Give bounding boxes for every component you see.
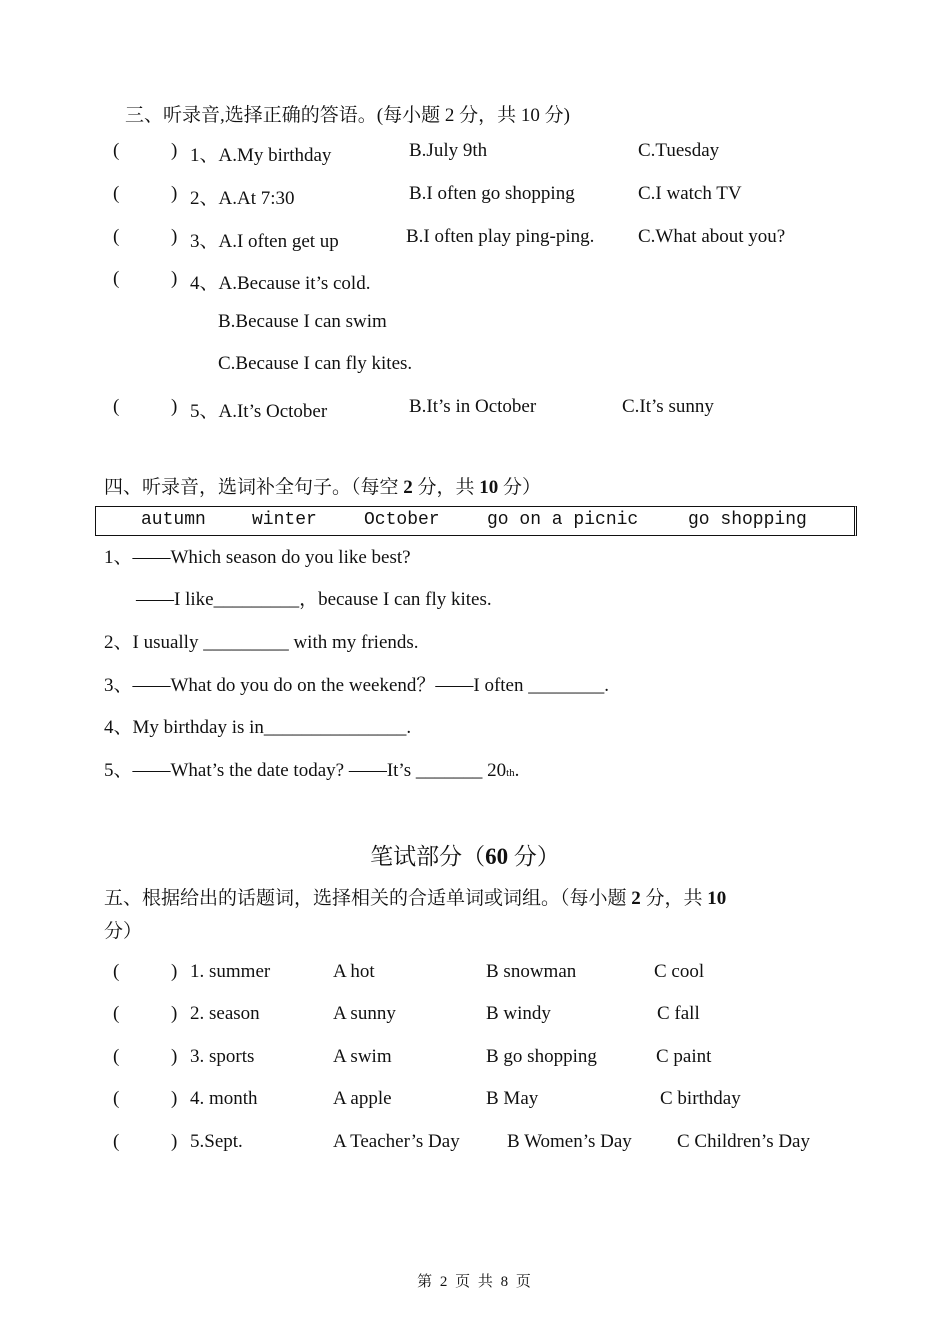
option-c: C birthday xyxy=(660,1088,741,1109)
answer-open-paren: ( xyxy=(113,961,120,982)
option-b: B.It’s in October xyxy=(409,396,537,417)
option-b: B windy xyxy=(486,1003,551,1024)
option-a: 1、A.My birthday xyxy=(190,145,332,166)
fill-line: 2、I usually _________ with my friends. xyxy=(104,632,419,653)
answer-close-paren: ) xyxy=(171,226,178,247)
fill-line: 1、——Which season do you like best? xyxy=(104,547,411,568)
answer-close-paren: ) xyxy=(171,961,178,982)
answer-close-paren: ) xyxy=(171,183,178,204)
option-b: B Women’s Day xyxy=(507,1131,632,1152)
word-bank-item: autumn xyxy=(141,510,206,530)
section-5-title: 五、根据给出的话题词，选择相关的合适单词或词组。（每小题 2 分，共 10 xyxy=(104,888,727,909)
page-footer: 第 2 页 共 8 页 xyxy=(417,1274,533,1290)
answer-open-paren: ( xyxy=(113,226,120,247)
option-a: A Teacher’s Day xyxy=(333,1131,460,1152)
option-c: C.Tuesday xyxy=(638,140,720,161)
option-a: 2、A.At 7:30 xyxy=(190,188,295,209)
fill-line: ——I like_________，because I can fly kites. xyxy=(136,589,492,610)
option-a: 4、A.Because it’s cold. xyxy=(190,273,371,294)
answer-open-paren: ( xyxy=(113,396,120,417)
answer-close-paren: ) xyxy=(171,1046,178,1067)
option-a: 5、A.It’s October xyxy=(190,401,328,422)
option-c: C paint xyxy=(656,1046,712,1067)
option-b: B snowman xyxy=(486,961,577,982)
answer-close-paren: ) xyxy=(171,396,178,417)
section-3-title: 三、听录音,选择正确的答语。(每小题 2 分，共 10 分) xyxy=(125,105,570,126)
written-section-heading: 笔试部分（60 分） xyxy=(370,844,560,869)
answer-open-paren: ( xyxy=(113,1088,120,1109)
answer-close-paren: ) xyxy=(171,1003,178,1024)
word-bank-item: winter xyxy=(252,510,317,530)
option-b: B.I often play ping-ping. xyxy=(406,226,595,247)
option-b: B.July 9th xyxy=(409,140,488,161)
topic-word: 4. month xyxy=(190,1088,258,1109)
topic-word: 1. summer xyxy=(190,961,271,982)
option-c: C cool xyxy=(654,961,705,982)
section-4-title: 四、听录音，选词补全句子。（每空 2 分，共 10 分） xyxy=(104,477,542,498)
word-bank xyxy=(95,506,857,536)
option-c: C.Because I can fly kites. xyxy=(218,353,413,374)
answer-open-paren: ( xyxy=(113,140,120,161)
answer-close-paren: ) xyxy=(171,268,178,289)
option-b: B go shopping xyxy=(486,1046,597,1067)
option-a: A sunny xyxy=(333,1003,396,1024)
option-c: C.I watch TV xyxy=(638,183,742,204)
option-b: B.I often go shopping xyxy=(409,183,575,204)
answer-open-paren: ( xyxy=(113,1131,120,1152)
answer-open-paren: ( xyxy=(113,1003,120,1024)
option-a: A apple xyxy=(333,1088,392,1109)
answer-close-paren: ) xyxy=(171,140,178,161)
topic-word: 5.Sept. xyxy=(190,1131,243,1152)
topic-word: 3. sports xyxy=(190,1046,255,1067)
answer-close-paren: ) xyxy=(171,1088,178,1109)
option-a: 3、A.I often get up xyxy=(190,231,339,252)
word-bank-item: go on a picnic xyxy=(487,510,639,530)
option-b: B May xyxy=(486,1088,539,1109)
ordinal-suffix: th xyxy=(506,767,515,779)
fill-line: 4、My birthday is in_______________. xyxy=(104,717,412,738)
section-5-title-cont: 分） xyxy=(104,921,143,942)
word-bank-item: October xyxy=(364,510,440,530)
fill-line: 3、——What do you do on the weekend？——I often ________. xyxy=(104,675,609,696)
answer-open-paren: ( xyxy=(113,268,120,289)
topic-word: 2. season xyxy=(190,1003,260,1024)
option-a: A swim xyxy=(333,1046,392,1067)
option-c: C.It’s sunny xyxy=(622,396,714,417)
word-bank-item: go shopping xyxy=(688,510,807,530)
answer-open-paren: ( xyxy=(113,1046,120,1067)
option-c: C Children’s Day xyxy=(677,1131,810,1152)
option-b: B.Because I can swim xyxy=(218,311,387,332)
option-a: A hot xyxy=(333,961,375,982)
answer-open-paren: ( xyxy=(113,183,120,204)
answer-close-paren: ) xyxy=(171,1131,178,1152)
option-c: C fall xyxy=(657,1003,700,1024)
fill-line: 5、——What’s the date today? ——It’s _______ 20th. xyxy=(104,760,520,781)
option-c: C.What about you? xyxy=(638,226,786,247)
